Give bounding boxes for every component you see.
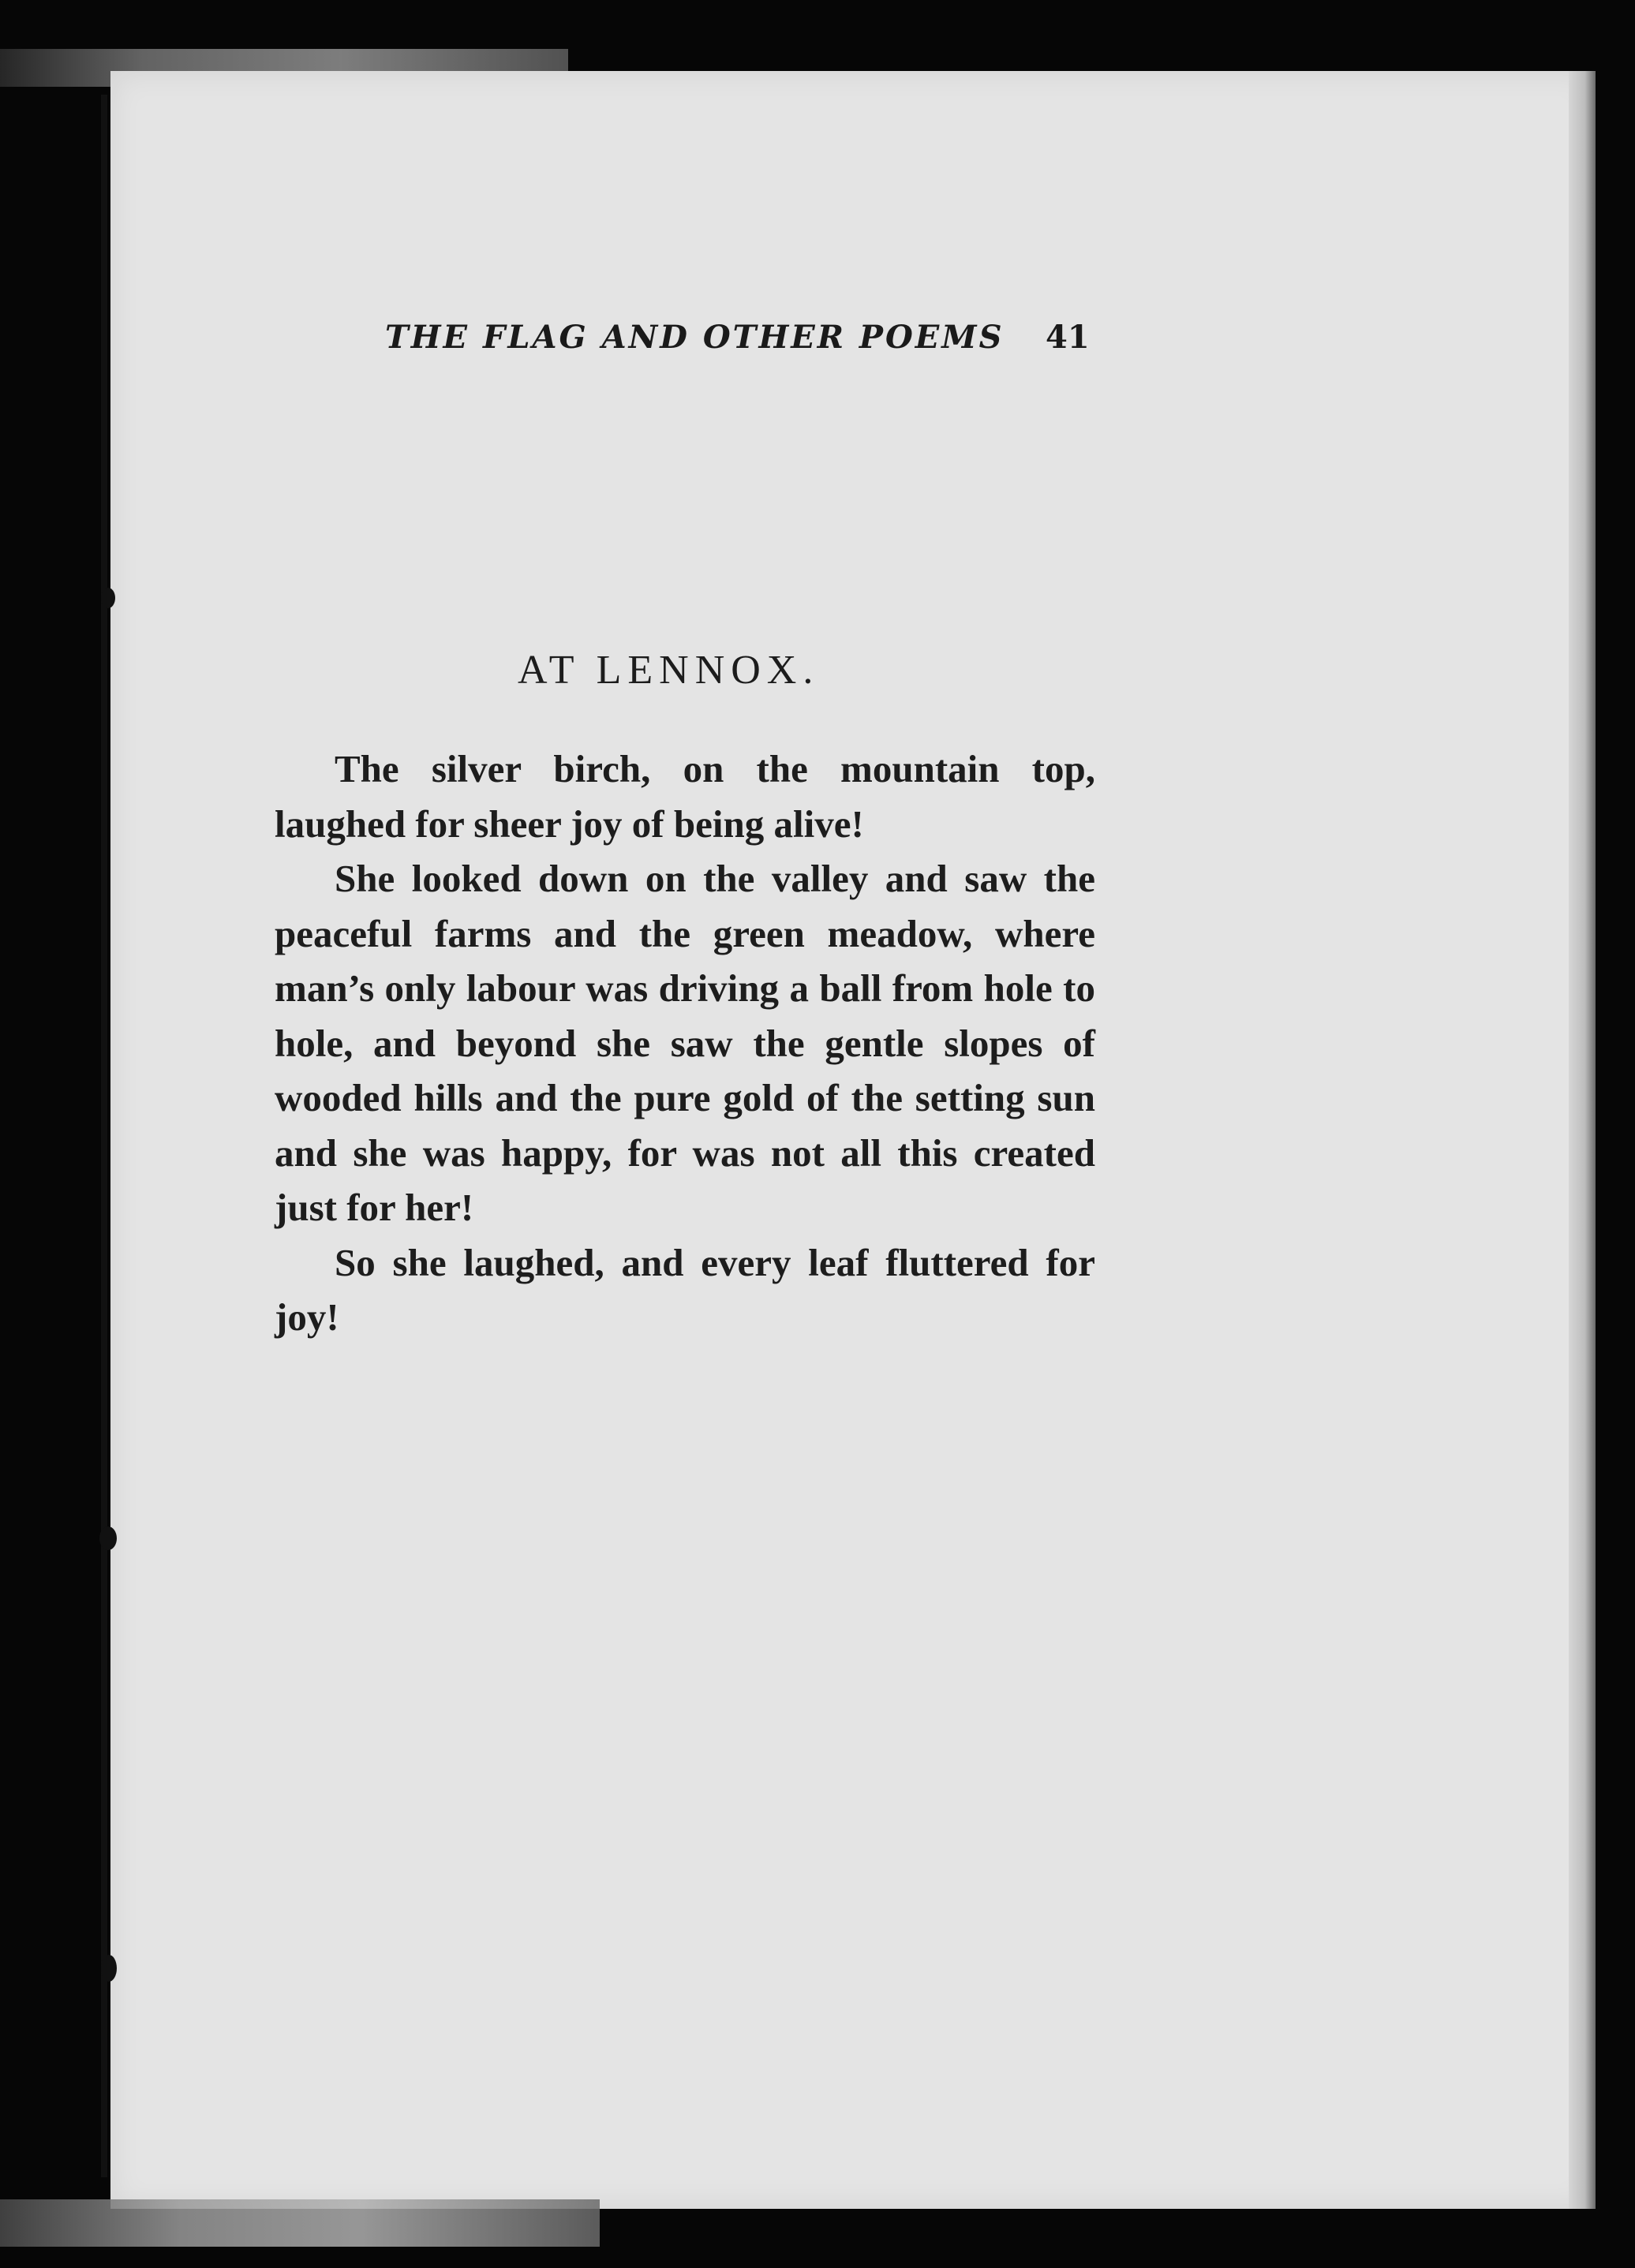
poem-body (275, 742, 1095, 1345)
binding-edge (101, 95, 107, 2177)
poem-paragraph: So she laughed, and every leaf fluttered for joy! (275, 1240, 1095, 1339)
running-title: THE FLAG AND OTHER POEMS (385, 319, 1005, 356)
page-edge-shadow (1569, 71, 1596, 2209)
margin-mark (101, 588, 115, 608)
page-number: 41 (1046, 319, 1090, 356)
poem-title: AT LENNOX. (518, 648, 820, 693)
poem-paragraph: The silver birch, on the mountain top, laughed for sheer joy of being alive! (275, 747, 1095, 846)
poem-paragraph: She looked down on the valley and saw the peaceful farms and the green meadow, where man’s only labour was driving a ball from hole to hole, and beyond she saw the gentle slopes of wooded hills and the pure gold of the setting sun and she was happy, for was not all this created just for her! (275, 857, 1095, 1229)
margin-mark (99, 1526, 117, 1550)
running-head (385, 319, 1087, 356)
margin-mark (101, 1955, 117, 1982)
scan-glare-bottom (0, 2199, 600, 2247)
